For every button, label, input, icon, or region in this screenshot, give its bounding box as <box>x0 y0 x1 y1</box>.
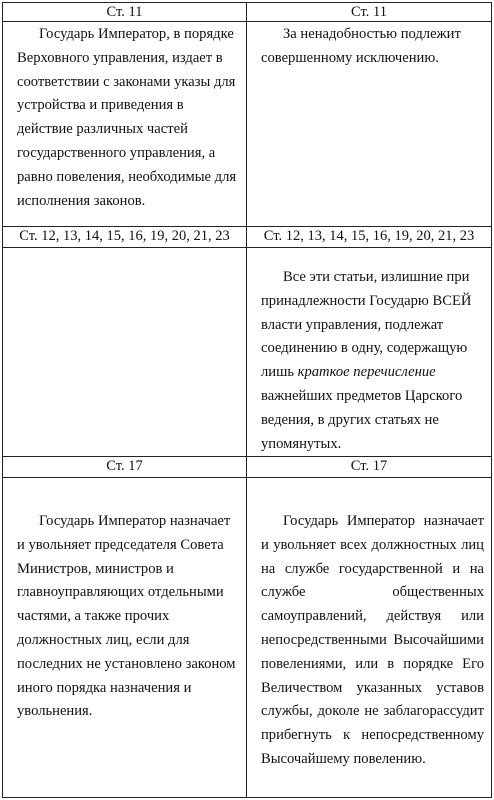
row1-right-header: Ст. 11 <box>247 3 491 22</box>
row1-left-header: Ст. 11 <box>3 3 247 22</box>
row3-left-cell <box>3 478 247 797</box>
row2-left-cell <box>3 248 247 457</box>
comparison-table <box>2 2 492 798</box>
row3-left-header: Ст. 17 <box>3 457 247 478</box>
row1-right-text: За ненадобностью подлежит совершенному исключению. <box>261 26 461 66</box>
row3-left-text: Государь Император назначает и увольняет председателя Совета Министров, министров и главноуправляющих отдельными частями, а также прочих должностных лиц, если для последних не установлено законом иного порядка назначения и увольнения. <box>17 513 236 720</box>
row2-right-text <box>261 266 484 456</box>
row2-right-cell <box>247 248 491 457</box>
row3-right-text: Государь Император назначает и увольняет всех должностных лиц на службе государственной и на службе общественных самоуправлений, действуя или непосредственными Высочайшими повелениями, или в порядке Его Величеством указанных уставов службы, доколе не заблагорассудит прибегнуть к непосредственному Высочайшему повелению. <box>261 513 484 767</box>
row2-right-text-before: Все эти статьи, излишние при принадлежности Государю ВСЕЙ власти управления, подлежат соединению в одну, содержащую лишь <box>261 269 472 381</box>
row3-right-cell <box>247 478 491 797</box>
row3-right-header: Ст. 17 <box>247 457 491 478</box>
row1-left-cell <box>3 22 247 227</box>
row2-left-header: Ст. 12, 13, 14, 15, 16, 19, 20, 21, 23 <box>3 227 247 248</box>
row2-right-header: Ст. 12, 13, 14, 15, 16, 19, 20, 21, 23 <box>247 227 491 248</box>
row1-right-cell <box>247 22 491 227</box>
row2-right-text-after: важнейших предметов Царского ведения, в других статьях не упомянутых. <box>261 387 463 452</box>
row1-left-text: Государь Император, в порядке Верховного управления, издает в соответствии с законами указы для устройства и приведения в действие различных частей государственного управления, а равно повеления, необходимые для исполнения законов. <box>17 26 237 209</box>
row2-right-text-italic: краткое перечисление <box>297 364 436 381</box>
